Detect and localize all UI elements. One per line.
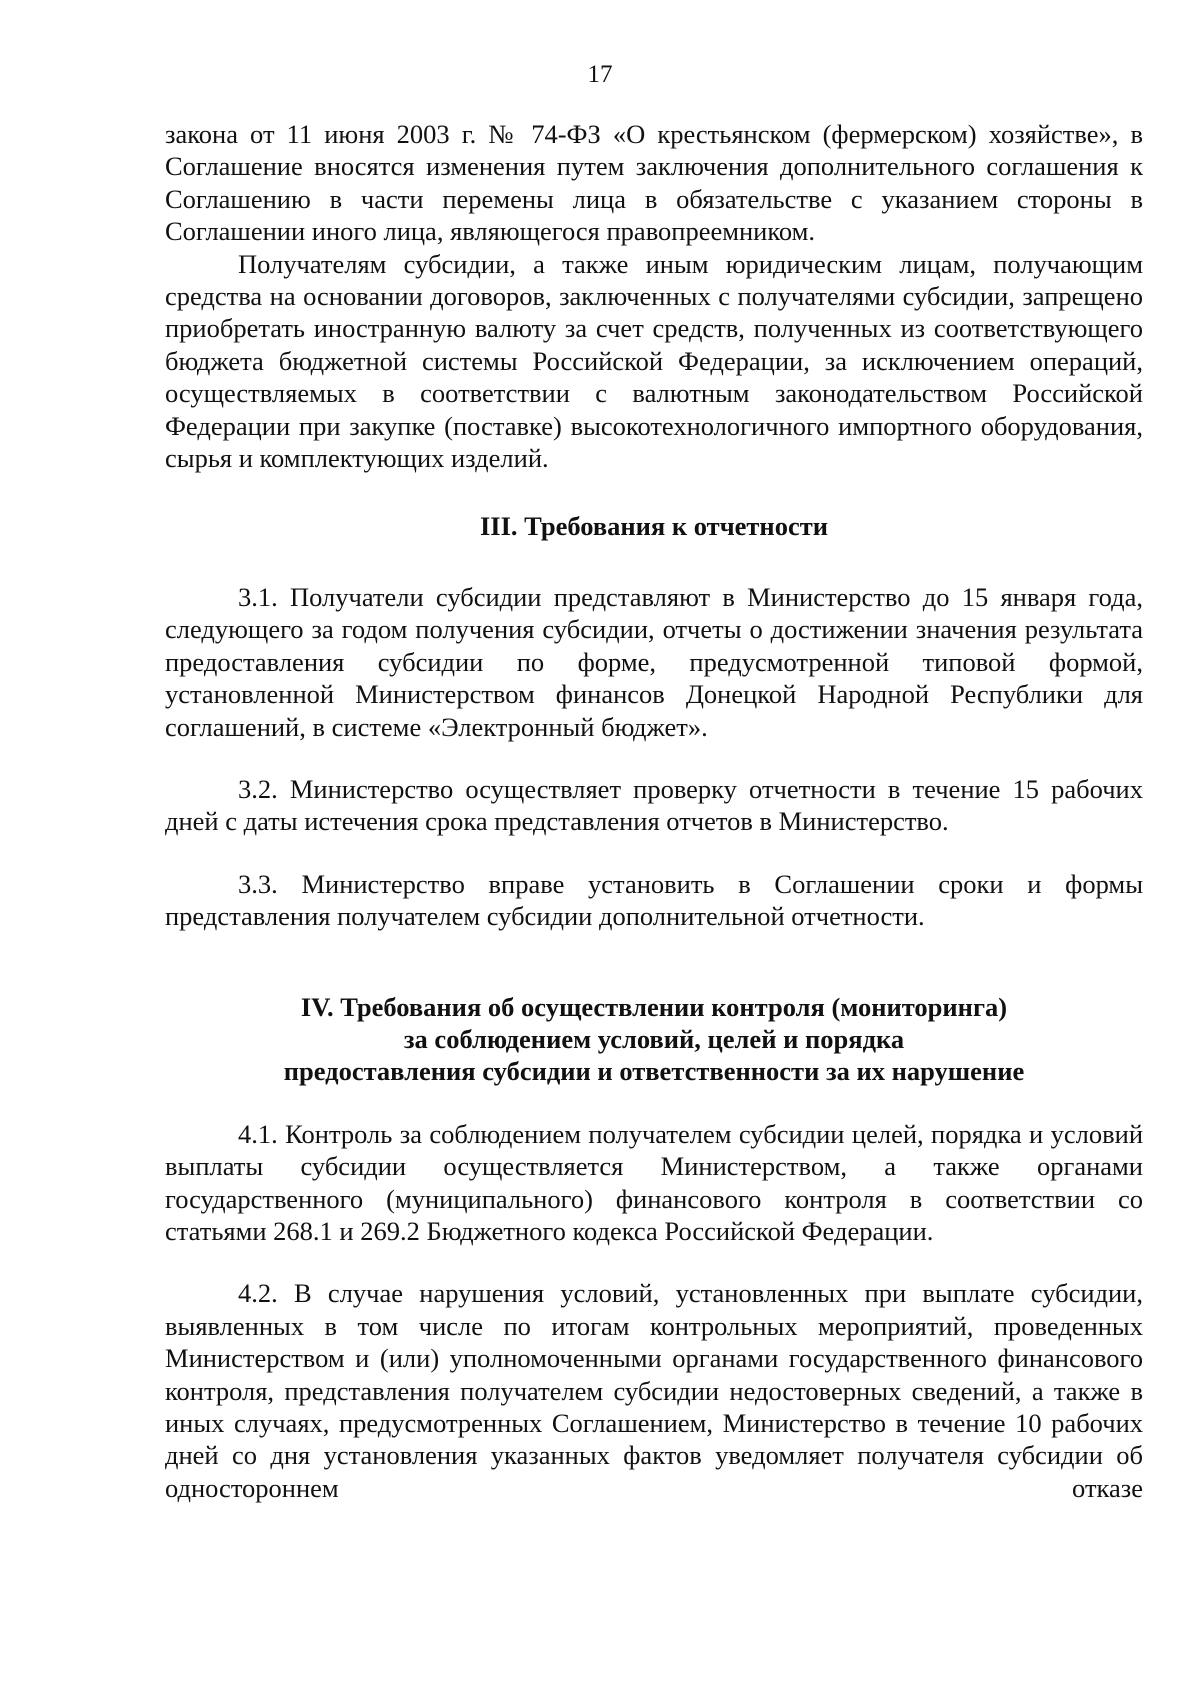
paragraph-spacer <box>165 743 1143 773</box>
page-number: 17 <box>587 61 613 88</box>
paragraph-spacer <box>165 1247 1143 1277</box>
paragraph-spacer <box>165 838 1143 868</box>
section-4-heading-line-3: предоставления субсидии и ответственности за их нарушение <box>283 1056 1025 1087</box>
paragraph-4-2: 4.2. В случае нарушения условий, установленных при выплате субсидии, выявленных в том числе по итогам контрольных мероприятий, проведенных Министерством и (или) уполномоченными органами государственного финансового контроля, представления получателем субсидии недостоверных сведений, а также в иных случаях, предусмотренных Соглашением, Министерство в течение 10 рабочих дней со дня установления указанных фактов уведомляет получателя субсидии об одностороннем отказе <box>165 1278 1143 1503</box>
paragraph-3-2: 3.2. Министерство осуществляет проверку отчетности в течение 15 рабочих дней с даты истечения срока представления отчетов в Министерство. <box>165 773 1143 837</box>
section-4-heading-line-1: IV. Требования об осуществлении контроля (мониторинга) <box>300 991 1008 1022</box>
paragraph-4-1: 4.1. Контроль за соблюдением получателем субсидии целей, порядка и условий выплаты субсидии осуществляется Министерством, а также органами государственного (муниципального) финансового контроля в соответствии со статьями 268.1 и 269.2 Бюджетного кодекса Российской Федерации. <box>165 1118 1143 1246</box>
document-body <box>165 118 1143 1504</box>
section-3-heading: III. Требования к отчетности <box>479 511 828 542</box>
paragraph-3-1: 3.1. Получатели субсидии представляют в Министерство до 15 января года, следующего за годом получения субсидии, отчеты о достижении значения результата предоставления субсидии по форме, предусмотренной типовой формой, установленной Министерством финансов Донецкой Народной Республики для соглашений, в системе «Электронный бюджет». <box>165 581 1143 742</box>
section-4-heading-line-2: за соблюдением условий, целей и порядка <box>403 1023 905 1054</box>
section-4-heading <box>165 991 1143 1088</box>
paragraph-currency-prohibition: Получателям субсидии, а также иным юридическим лицам, получающим средства на основании договоров, заключенных с получателями субсидии, запрещено приобретать иностранную валюту за счет средств, полученных из соответствующего бюджета бюджетной системы Российской Федерации, за исключением операций, осуществляемых в соответствии с валютным законодательством Российской Федерации при закупке (поставке) высокотехнологичного импортного оборудования, сырья и комплектующих изделий. <box>165 248 1143 474</box>
paragraph-intro-continuation: закона от 11 июня 2003 г. № 74-ФЗ «О крестьянском (фермерском) хозяйстве», в Соглашение вносятся изменения путем заключения дополнительного соглашения к Соглашению в части перемены лица в обязательстве с указанием стороны в Соглашении иного лица, являющегося правопреемником. <box>165 119 1143 247</box>
paragraph-3-3: 3.3. Министерство вправе установить в Соглашении сроки и формы представления получателем субсидии дополнительной отчетности. <box>165 868 1143 932</box>
